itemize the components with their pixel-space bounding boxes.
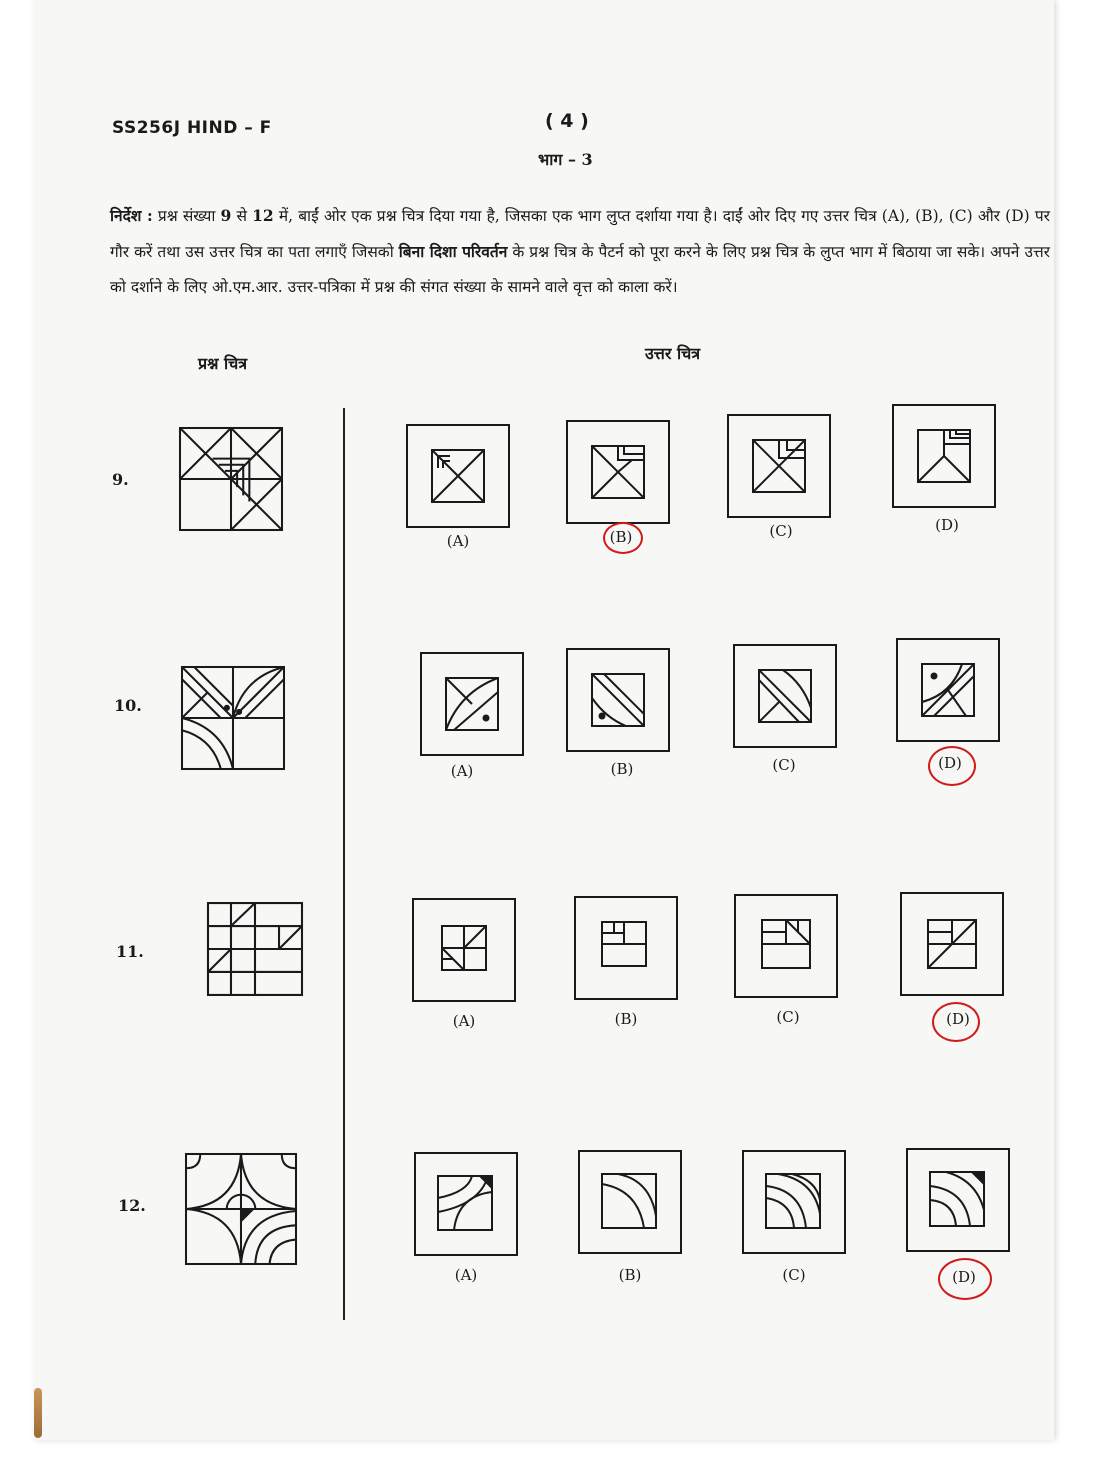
option-label-d: (D) bbox=[946, 1010, 970, 1028]
q10-option-a[interactable] bbox=[420, 652, 524, 756]
section-title: भाग – 3 bbox=[538, 150, 593, 169]
instructions-emphasis: बिना दिशा परिवर्तन bbox=[398, 242, 508, 261]
q10-option-d[interactable] bbox=[896, 638, 1000, 742]
option-label-c: (C) bbox=[769, 522, 793, 540]
instructions-text-4: के प्रश्न चित्र के पैटर्न को पूरा करने के लिए प्रश्न चित्र के लुप्त भाग में बिठाया जा सके। अपने उत्तर को दर्शाने के लिए ओ.एम.आर. उत्तर-पत्रिका में प्रश्न की संगत संख्या के सामने वाले वृत्त को काला करें। bbox=[110, 243, 1050, 296]
question-number: 10. bbox=[114, 696, 142, 715]
answer-mark-circle bbox=[932, 1002, 980, 1042]
option-label-c: (C) bbox=[776, 1008, 800, 1026]
q9-option-d[interactable] bbox=[892, 404, 996, 508]
q12-option-a[interactable] bbox=[414, 1152, 518, 1256]
q11-option-c[interactable] bbox=[734, 894, 838, 998]
paper-code: SS256J HIND – F bbox=[112, 118, 272, 138]
q10-option-c[interactable] bbox=[733, 644, 837, 748]
q12-option-c[interactable] bbox=[742, 1150, 846, 1254]
question-12-figure bbox=[186, 1154, 296, 1264]
option-label-b: (B) bbox=[610, 760, 634, 778]
question-number: 11. bbox=[116, 942, 144, 961]
instructions-text-2: से bbox=[231, 207, 253, 225]
option-label-b: (B) bbox=[614, 1010, 638, 1028]
q9-option-a[interactable] bbox=[406, 424, 510, 528]
q11-option-b[interactable] bbox=[574, 896, 678, 1000]
answer-mark-circle bbox=[938, 1258, 992, 1300]
option-label-c: (C) bbox=[772, 756, 796, 774]
option-label-b: (B) bbox=[609, 528, 633, 546]
option-label-d: (D) bbox=[938, 754, 962, 772]
instructions-text-1: प्रश्न संख्या bbox=[152, 207, 221, 225]
option-label-d: (D) bbox=[935, 516, 959, 534]
question-10-figure bbox=[182, 667, 284, 769]
instructions-text-3: में, बाईं ओर एक प्रश्न चित्र दिया गया है, जिसका एक भाग लुप्त दर्शाया गया है। दाईं ओर दिए गए उत्तर चित्र (A), (B), (C) और (D) पर गौर करें तथा उस उत्तर चित्र का पता लगाएँ जिसको bbox=[110, 207, 1050, 261]
finger-edge bbox=[34, 1388, 42, 1438]
option-label-c: (C) bbox=[782, 1266, 806, 1284]
question-number: 12. bbox=[118, 1196, 146, 1215]
q9-option-c[interactable] bbox=[727, 414, 831, 518]
option-label-d: (D) bbox=[952, 1268, 976, 1286]
answer-figure-heading: उत्तर चित्र bbox=[645, 344, 701, 363]
option-label-b: (B) bbox=[618, 1266, 642, 1284]
q12-option-d[interactable] bbox=[906, 1148, 1010, 1252]
q12-option-b[interactable] bbox=[578, 1150, 682, 1254]
q11-option-d[interactable] bbox=[900, 892, 1004, 996]
page-number: ( 4 ) bbox=[545, 110, 589, 132]
question-figure-heading: प्रश्न चित्र bbox=[198, 354, 248, 373]
option-label-a: (A) bbox=[454, 1266, 478, 1284]
answer-mark-circle bbox=[928, 746, 976, 786]
question-number: 9. bbox=[112, 470, 129, 489]
answer-mark-circle bbox=[603, 522, 643, 554]
q9-option-b[interactable] bbox=[566, 420, 670, 524]
instructions-to-number: 12 bbox=[252, 206, 274, 225]
instructions-from-number: 9 bbox=[220, 206, 232, 225]
column-divider bbox=[343, 408, 345, 1320]
instructions-paragraph bbox=[110, 198, 1050, 305]
option-label-a: (A) bbox=[452, 1012, 476, 1030]
question-9-figure bbox=[180, 428, 282, 530]
option-label-a: (A) bbox=[450, 762, 474, 780]
q10-option-b[interactable] bbox=[566, 648, 670, 752]
q11-option-a[interactable] bbox=[412, 898, 516, 1002]
instructions-label: निर्देश : bbox=[110, 206, 153, 225]
question-11-figure bbox=[208, 903, 302, 995]
option-label-a: (A) bbox=[446, 532, 470, 550]
